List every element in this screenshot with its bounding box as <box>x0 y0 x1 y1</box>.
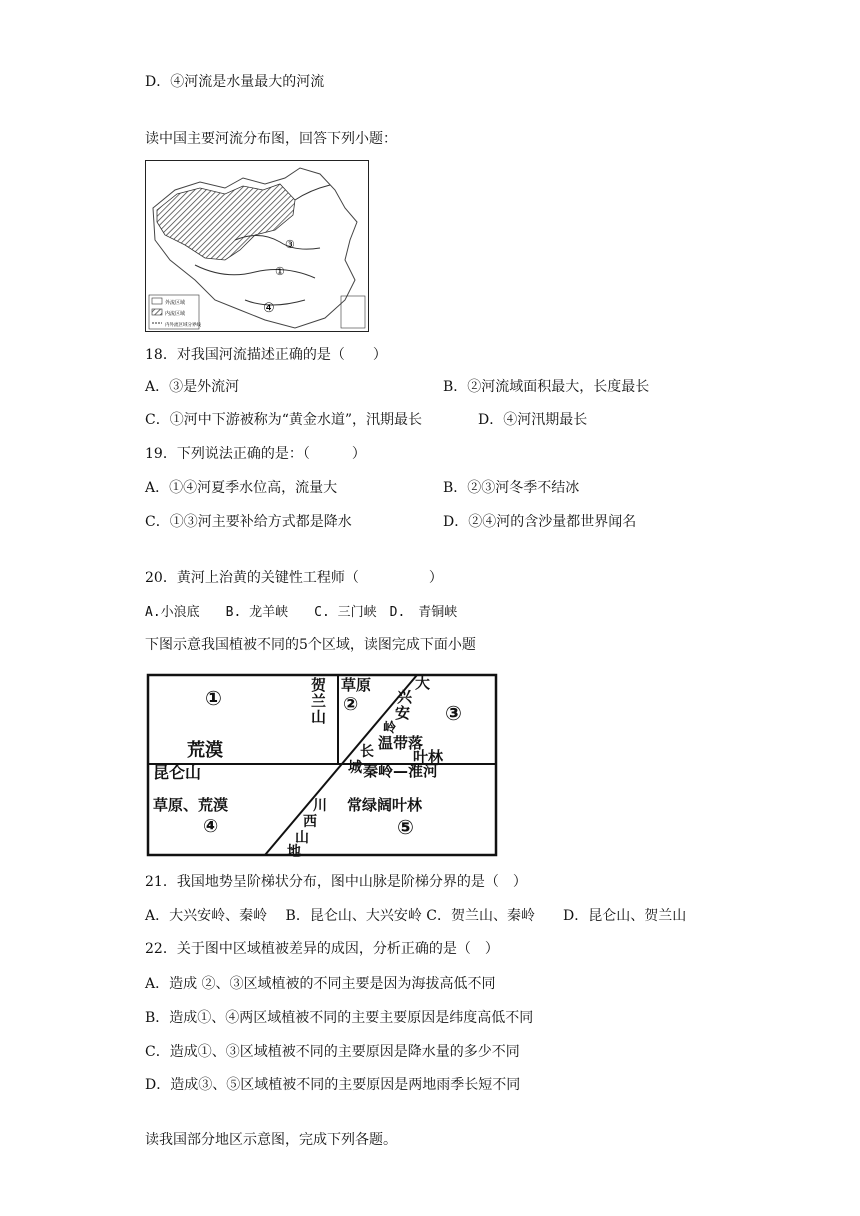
q22-option-a: A．造成 ②、③区域植被的不同主要是因为海拔高低不同 <box>145 976 496 992</box>
region-1: ① <box>205 686 222 710</box>
label-chuanxi-2: 西 <box>303 814 317 830</box>
label-daxing-4: 岭 <box>383 721 397 736</box>
label-kunlun: 昆仑山 <box>153 763 202 782</box>
q19-option-c: C．①③河主要补给方式都是降水 <box>145 514 352 530</box>
legend-outflow: 外流区域 <box>165 300 186 306</box>
q22-stem: 22．关于图中区域植被差异的成因，分析正确的是（ ） <box>145 941 499 957</box>
previous-option-d: D．④河流是水量最大的河流 <box>145 74 325 90</box>
q18-option-d: D．④河汛期最长 <box>478 412 588 428</box>
veg-map-intro: 下图示意我国植被不同的5个区域，读图完成下面小题 <box>145 637 476 653</box>
q19-option-b: B．②③河冬季不结冰 <box>443 480 580 496</box>
q18-option-a: A．③是外流河 <box>145 379 240 395</box>
q20-stem: 20．黄河上治黄的关键性工程师（ ） <box>145 570 443 586</box>
q20-options: A.小浪底 B. 龙羊峡 C. 三门峡 D. 青铜峡 <box>145 605 458 620</box>
label-chuanxi-3: 山 <box>295 830 309 846</box>
q21-options: A．大兴安岭、秦岭 B．昆仑山、大兴安岭 C．贺兰山、秦岭 D．昆仑山、贺兰山 <box>145 908 687 924</box>
q19-stem: 19．下列说法正确的是：（ ） <box>145 446 366 462</box>
label-great-wall-2: 城 <box>348 760 362 776</box>
label-great-wall-1: 长 <box>360 744 374 760</box>
q22-option-b: B．造成①、④两区域植被不同的主要主要原因是纬度高低不同 <box>145 1010 534 1026</box>
label-helan-3: 山 <box>311 708 327 726</box>
label-desert: 荒漠 <box>187 740 223 761</box>
q18-option-b: B．②河流域面积最大，长度最长 <box>443 379 650 395</box>
label-grass-desert: 草原、荒漠 <box>153 796 229 814</box>
q18-option-c: C．①河中下游被称为“黄金水道”，汛期最长 <box>145 412 423 428</box>
label-chuanxi-4: 地 <box>287 844 301 858</box>
q22-option-c: C．造成①、③区域植被不同的主要原因是降水量的多少不同 <box>145 1044 520 1060</box>
label-temperate: 温带落 <box>378 734 424 752</box>
label-qinling: 秦岭—淮河 <box>363 762 439 780</box>
region-4: ④ <box>203 816 219 837</box>
legend-inland: 内流区域 <box>165 311 186 317</box>
label-forest: 叶林 <box>413 748 444 766</box>
region-3: ③ <box>445 701 462 725</box>
region-5: ⑤ <box>397 815 414 839</box>
label-4: ④ <box>263 301 275 316</box>
q18-stem: 18．对我国河流描述正确的是（ ） <box>145 347 387 363</box>
label-daxing-1: 大 <box>415 674 431 692</box>
label-evergreen: 常绿阔叶林 <box>347 796 423 814</box>
label-3: ③ <box>285 238 295 251</box>
vegetation-regions-map <box>145 672 499 858</box>
label-helan-1: 贺 <box>311 676 327 694</box>
next-section-intro: 读我国部分地区示意图，完成下列各题。 <box>145 1132 397 1148</box>
label-grassland: 草原 <box>341 676 372 694</box>
china-rivers-map <box>145 160 369 332</box>
label-daxing-3: 安 <box>395 704 411 722</box>
river-map-intro: 读中国主要河流分布图，回答下列小题： <box>145 131 397 147</box>
q19-option-a: A．①④河夏季水位高，流量大 <box>145 480 338 496</box>
legend-boundary: 内外流区域分界线 <box>165 323 201 328</box>
q22-option-d: D．造成③、⑤区域植被不同的主要原因是两地雨季长短不同 <box>145 1077 521 1093</box>
region-2: ② <box>343 694 359 715</box>
q21-stem: 21．我国地势呈阶梯状分布，图中山脉是阶梯分界的是（ ） <box>145 874 527 890</box>
label-chuanxi-1: 川 <box>313 798 327 814</box>
label-1: ① <box>275 265 285 278</box>
label-daxing-2: 兴 <box>397 688 413 706</box>
q19-option-d: D．②④河的含沙量都世界闻名 <box>443 514 637 530</box>
label-helan-2: 兰 <box>311 692 327 710</box>
